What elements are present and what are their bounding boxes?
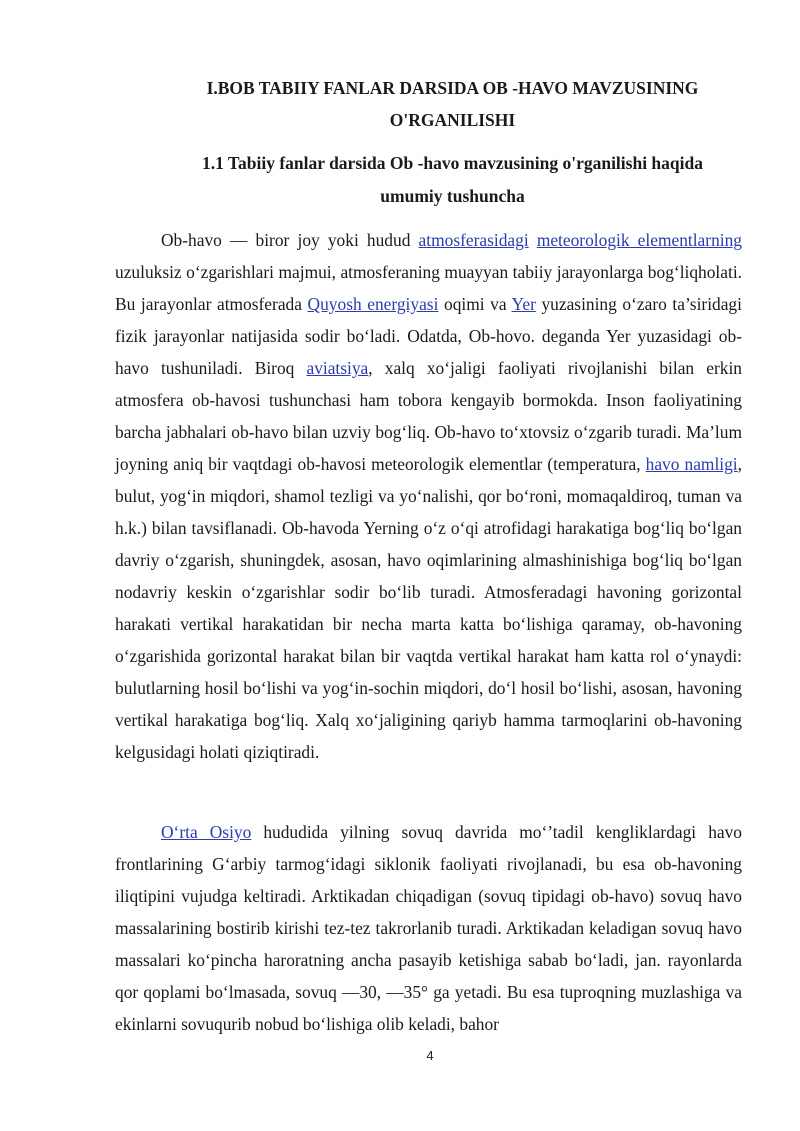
chapter-heading-line1: I.BOB TABIIY FANLAR DARSIDA OB -HAVO MAVZUSINING [206, 78, 699, 98]
page-number: 4 [426, 1048, 434, 1063]
link-quyosh-energiyasi[interactable]: Quyosh energiyasi [307, 294, 439, 314]
paragraph-text: Ob-havo — biror joy yoki hudud [161, 230, 419, 250]
section-heading-line1: 1.1 Tabiiy fanlar darsida Ob -havo mavzusining o'rganilishi haqida [201, 153, 703, 173]
paragraph-text [529, 230, 537, 250]
link-yer[interactable]: Yer [511, 294, 536, 314]
paragraph-text: , xalq xo‘jaligi faoliyati rivojlanishi bilan erkin atmosfera ob-havosi tushunchasi ham tobora kengayib bormokda. Inson faoliyatining barcha jabhalari ob-havo bilan uzviy bog‘liq. Ob-havo to‘xtovsiz o‘zgarib turadi. Ma’lum joyning aniq bir vaqtdagi ob-havosi meteorologik elementlar (temperatura, [115, 358, 742, 474]
chapter-heading-line2: O'RGANILISHI [389, 110, 516, 130]
paragraph-text: oqimi va [438, 294, 512, 314]
paragraph-1 [115, 224, 742, 768]
link-meteorologik-elementlarning[interactable]: meteorologik elementlarning [536, 230, 742, 250]
paragraph-text: yuzasining o‘zaro ta’siridagi fizik jarayonlar natijasida sodir bo‘ladi. Odatda, Ob-hovo. deganda Yer yuzasidagi ob-havo tushuniladi. Biroq [115, 294, 742, 378]
link-orta-osiyo[interactable]: O‘rta Osiyo [161, 822, 252, 842]
paragraph-text: , bulut, yog‘in miqdori, shamol tezligi va yo‘nalishi, qor bo‘roni, momaqaldiroq, tuman va h.k.) bilan tavsiflanadi. Ob-havoda Yerning o‘z o‘qi atrofidagi harakatiga bog‘liq bo‘lgan davriy o‘zgarish, shuningdek, asosan, havo oqimlarining almashinishiga bog‘liq bo‘lgan nodavriy keskin o‘zgarishlar sodir bo‘lib turadi. Atmosferadagi havoning gorizontal harakati vertikal harakatidan bir necha marta katta bo‘lishiga qaramay, ob-havoning o‘zgarishida gorizontal harakat bilan bir vaqtda vertikal harakat ham katta rol o‘ynaydi: bulutlarning hosil bo‘lishi va yog‘in-sochin miqdori, do‘l hosil bo‘lishi, asosan, havoning vertikal harakatiga bog‘liq. Xalq xo‘jaligining qariyb hamma tarmoqlarini ob-havoning kelgusidagi holati qiziqtiradi. [115, 454, 742, 762]
section-heading-line2: umumiy tushuncha [380, 186, 525, 206]
paragraph-2 [115, 816, 742, 1040]
paragraph-text: uzuluksiz o‘zgarishlari majmui, atmosferaning muayyan tabiiy jarayonlarga bog‘liqholati. Bu jarayonlar atmosferada [115, 262, 742, 314]
paragraph-text: hududida yilning sovuq davrida mo‘’tadil kengliklardagi havo frontlarining G‘arbiy tarmog‘idagi siklonik faoliyati rivojlanadi, bu esa ob-havoning iliqtipini vujudga keltiradi. Arktikadan chiqadigan (sovuq tipidagi ob-havo) sovuq havo massalarining bostirib kirishi tez-tez takrorlanib turadi. Arktikadan keladigan sovuq havo massalari ko‘pincha haroratning ancha pasayib ketishiga sabab bo‘ladi, jan. rayonlarda qor qoplami bo‘lmasada, sovuq —30, —35° ga yetadi. Bu esa tuproqning muzlashiga va ekinlarni sovuqurib nobud bo‘lishiga olib keladi, bahor [115, 822, 742, 1034]
link-aviatsiya[interactable]: aviatsiya [306, 358, 369, 378]
link-havo-namligi[interactable]: havo namligi [645, 454, 738, 474]
link-atmosferasidagi[interactable]: atmosferasidagi [418, 230, 529, 250]
